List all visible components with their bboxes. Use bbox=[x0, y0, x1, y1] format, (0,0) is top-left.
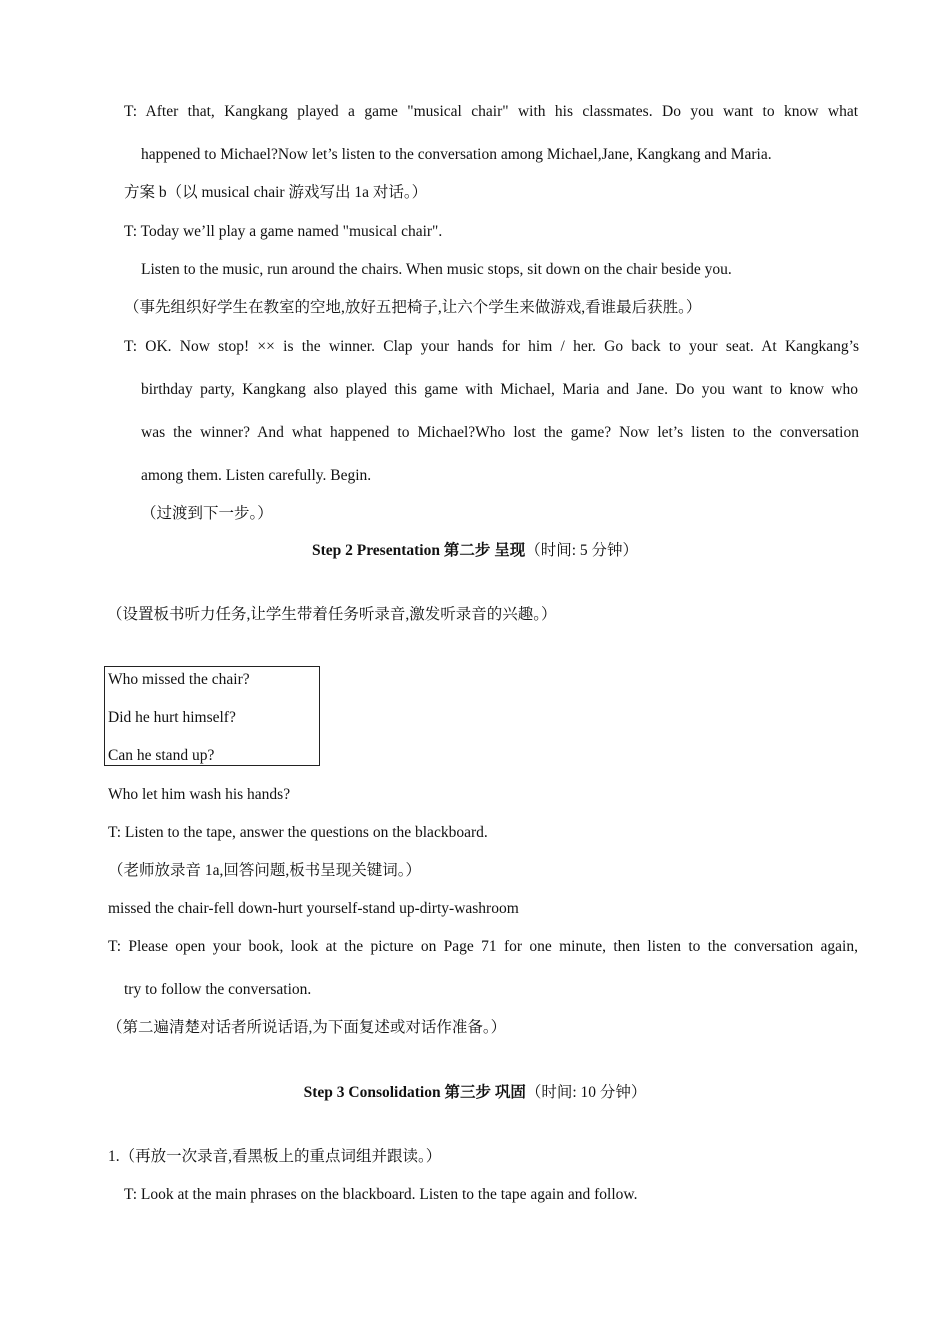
question-2: Did he hurt himself? bbox=[108, 709, 236, 726]
step2-title-en: Step 2 Presentation bbox=[311, 542, 440, 559]
paragraph-t-listen-tape: T: Listen to the tape, answer the questions on the blackboard. bbox=[108, 824, 488, 841]
paragraph-t-look: T: Look at the main phrases on the blackboard. Listen to the tape again and follow. bbox=[124, 1186, 638, 1203]
note-task: （设置板书听力任务,让学生带着任务听录音,激发听录音的兴趣。） bbox=[107, 606, 557, 623]
paragraph-listen-music: Listen to the music, run around the chairs. When music stops, sit down on the chair beside you. bbox=[141, 261, 732, 278]
note-play: （老师放录音 1a,回答问题,板书呈现关键词。） bbox=[108, 862, 422, 879]
step3-time: （时间: 10 分钟） bbox=[525, 1084, 647, 1101]
question-4: Who let him wash his hands? bbox=[108, 786, 291, 803]
step2-heading bbox=[0, 541, 950, 561]
keywords-line: missed the chair-fell down-hurt yourself-stand up-dirty-washroom bbox=[108, 900, 519, 917]
paragraph-t-ok-line-4: among them. Listen carefully. Begin. bbox=[141, 467, 372, 484]
paragraph-t-ok-line-2: birthday party, Kangkang also played this game with Michael, Maria and Jane. Do you want to know who bbox=[141, 381, 858, 398]
paragraph-t-ok-line-1: T: OK. Now stop! ×× is the winner. Clap your hands for him / her. Go back to your seat. At Kangkang’s bbox=[124, 338, 859, 355]
paragraph-t-open-book-cont: try to follow the conversation. bbox=[124, 981, 312, 998]
step3-title-cn: 第三步 巩固 bbox=[440, 1084, 526, 1101]
plan-b-heading: 方案 b（以 musical chair 游戏写出 1a 对话。） bbox=[124, 184, 428, 201]
note-prepare: （事先组织好学生在教室的空地,放好五把椅子,让六个学生来做游戏,看谁最后获胜。） bbox=[124, 299, 702, 316]
question-1: Who missed the chair? bbox=[108, 671, 250, 688]
question-3: Can he stand up? bbox=[108, 747, 215, 764]
step2-title-cn: 第二步 呈现 bbox=[439, 542, 526, 559]
step2-time: （时间: 5 分钟） bbox=[525, 542, 639, 559]
paragraph-t-after-cont: happened to Michael?Now let’s listen to the conversation among Michael,Jane, Kangkang and Maria. bbox=[141, 146, 772, 163]
paragraph-t-open-book: T: Please open your book, look at the picture on Page 71 for one minute, then listen to the conversation again, bbox=[108, 938, 858, 955]
note-second: （第二遍清楚对话者所说话语,为下面复述或对话作准备。） bbox=[107, 1019, 507, 1036]
paragraph-t-after: T: After that, Kangkang played a game "musical chair" with his classmates. Do you want to know what bbox=[124, 103, 858, 120]
step3-title-en: Step 3 Consolidation bbox=[303, 1084, 441, 1101]
note-transition: （过渡到下一步。） bbox=[141, 505, 273, 522]
step3-item-1: 1.（再放一次录音,看黑板上的重点词组并跟读。） bbox=[108, 1148, 442, 1165]
step3-heading bbox=[0, 1083, 950, 1103]
paragraph-t-ok-line-3: was the winner? And what happened to Michael?Who lost the game? Now let’s listen to the conversation bbox=[141, 424, 859, 441]
paragraph-t-today: T: Today we’ll play a game named "musical chair". bbox=[124, 223, 443, 240]
